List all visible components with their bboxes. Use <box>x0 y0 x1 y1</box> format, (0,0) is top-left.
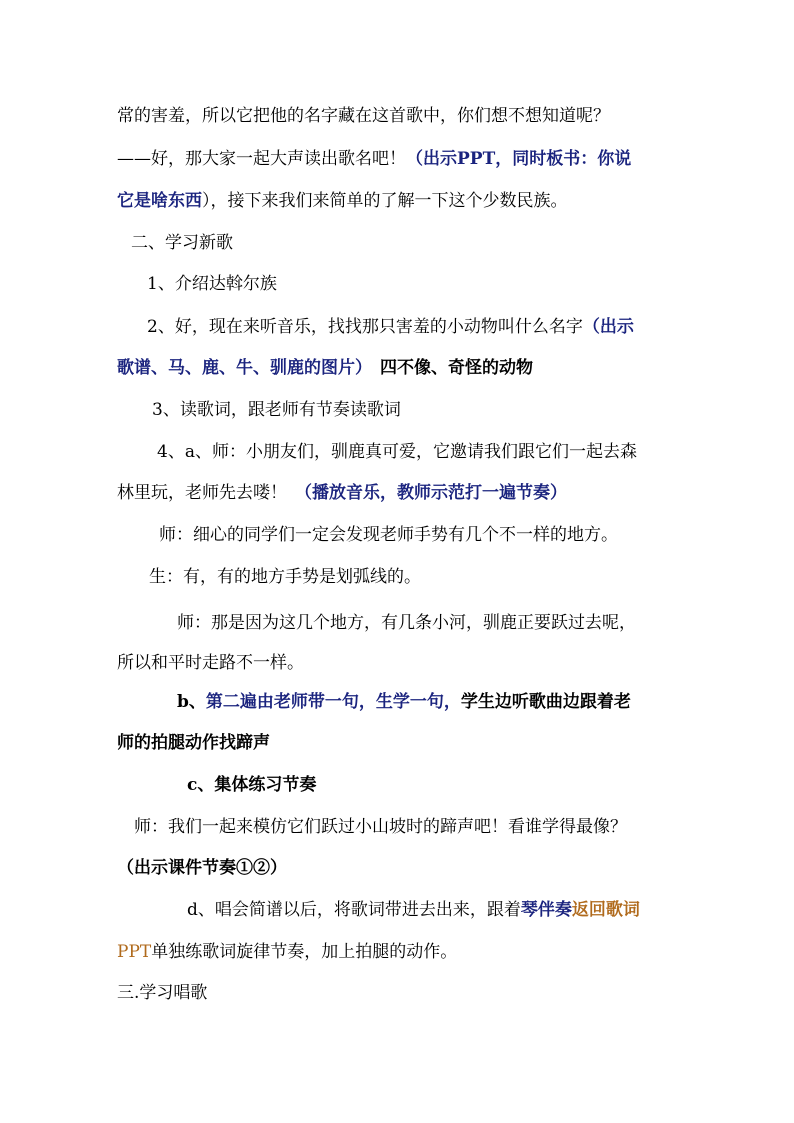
dialogue-text: 师：我们一起来模仿它们跃过小山坡时的蹄声吧！看谁学得最像？ <box>134 817 627 837</box>
paragraph-line <box>117 104 610 128</box>
section-heading <box>131 231 233 255</box>
text-run: 常的害羞，所以它把他的名字藏在这首歌中，你们想不想知道呢？ <box>117 106 610 126</box>
text-run: ——好，那大家一起大声读出歌名吧！ <box>117 149 406 169</box>
bold-text: c、集体练习节奏 <box>187 775 317 795</box>
highlight-text: （播放音乐，教师示范打一遍节奏） <box>295 483 567 503</box>
dialogue-text: 生：有，有的地方手势是划弧线的。 <box>149 567 421 587</box>
list-item-text: 3、读歌词，跟老师有节奏读歌词 <box>152 400 401 420</box>
text-run: 4、a、师：小朋友们，驯鹿真可爱，它邀请我们跟它们一起去森 <box>157 442 637 462</box>
dialogue-line <box>177 611 636 635</box>
dialogue-continuation <box>117 651 304 675</box>
list-item <box>187 898 640 922</box>
dialogue-text: 师：细心的同学们一定会发现老师手势有几个不一样的地方。 <box>159 525 618 545</box>
text-run: d、唱会简谱以后，将歌词带进去出来，跟着 <box>187 900 521 920</box>
list-item <box>152 398 401 422</box>
bold-text: 师的拍腿动作找蹄声 <box>117 733 270 753</box>
text-run: ），接下来我们来简单的了解一下这个少数民族。 <box>202 191 568 211</box>
bold-text: 四不像、奇怪的动物 <box>380 358 533 378</box>
text-run: 单独练歌词旋律节奏，加上拍腿的动作。 <box>151 942 458 962</box>
dialogue-continuation <box>117 856 287 880</box>
bold-text: 学生边听歌曲边跟着老 <box>460 692 631 712</box>
heading-text: 二、学习新歌 <box>131 233 233 253</box>
orange-highlight-text: PPT <box>117 942 152 962</box>
list-item-continuation <box>117 731 270 755</box>
highlight-text: 琴伴奏 <box>520 900 572 920</box>
bold-text: （出示课件节奏①②） <box>117 858 287 878</box>
list-item-continuation <box>117 940 457 964</box>
dialogue-line <box>149 565 421 589</box>
highlight-text: 它是啥东西 <box>117 191 202 211</box>
paragraph-line <box>117 189 568 213</box>
list-item-continuation <box>117 356 533 380</box>
paragraph-line <box>117 147 631 171</box>
list-item-text: 1、介绍达斡尔族 <box>147 274 277 294</box>
highlight-text: （出示 <box>582 317 634 337</box>
list-item <box>157 440 637 464</box>
heading-text: 三.学习唱歌 <box>117 983 208 1003</box>
bold-text: b、 <box>177 692 206 712</box>
list-item <box>147 315 634 339</box>
dialogue-line <box>159 523 618 547</box>
highlight-text: 歌谱、马、鹿、牛、驯鹿的图片） <box>117 358 372 378</box>
list-item-continuation <box>117 481 567 505</box>
text-run: 2、好，现在来听音乐，找找那只害羞的小动物叫什么名字 <box>147 317 583 337</box>
highlight-text: 第二遍由老师带一句，生学一句， <box>205 692 461 712</box>
text-run: 林里玩，老师先去喽！ <box>117 483 287 503</box>
list-item <box>147 272 277 296</box>
list-item <box>187 773 316 797</box>
list-item <box>177 690 631 714</box>
orange-highlight-text: 返回歌词 <box>571 900 640 920</box>
section-heading <box>117 981 207 1005</box>
dialogue-line <box>134 815 627 839</box>
dialogue-text: 所以和平时走路不一样。 <box>117 653 304 673</box>
dialogue-text: 师：那是因为这几个地方，有几条小河，驯鹿正要跃过去呢， <box>177 613 636 633</box>
highlight-text: （出示PPT，同时板书：你说 <box>406 149 632 169</box>
